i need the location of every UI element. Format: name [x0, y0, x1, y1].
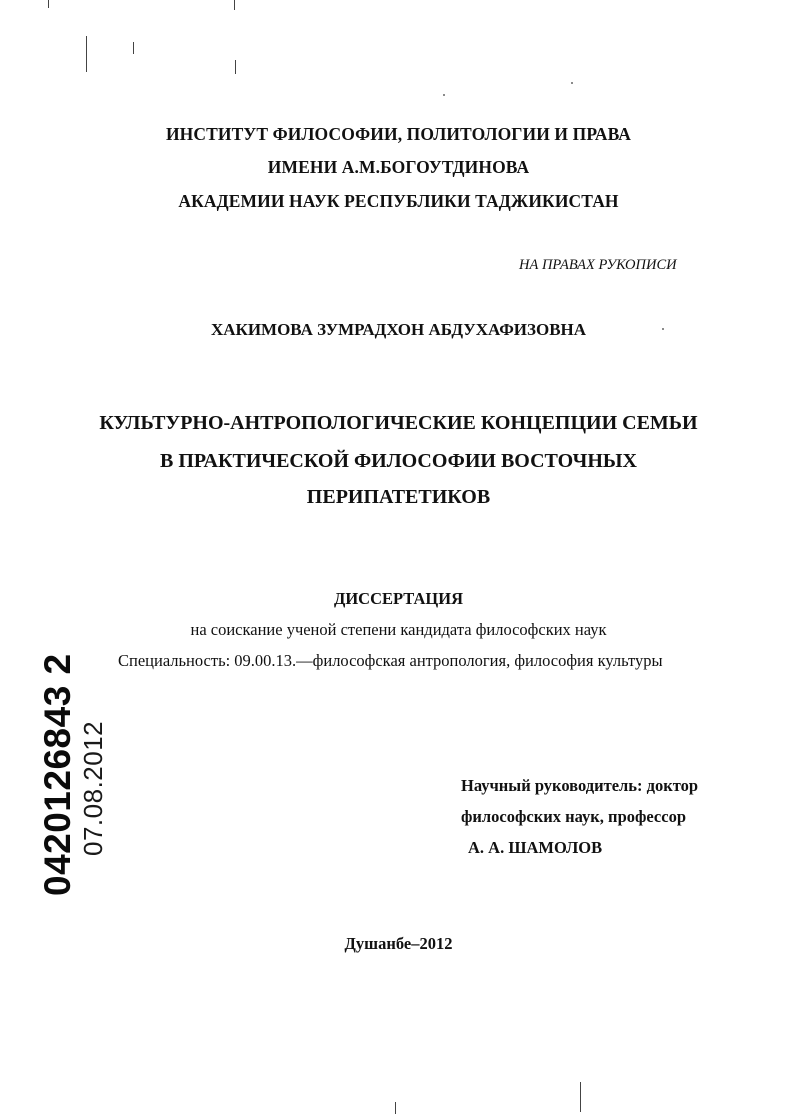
scan-speck [571, 82, 573, 84]
thesis-title-line-3: ПЕРИПАТЕТИКОВ [306, 486, 491, 508]
scan-mark [234, 0, 235, 10]
specialty: Специальность: 09.00.13.—философская антропология, философия культуры [118, 651, 663, 670]
institute-line-3: АКАДЕМИИ НАУК РЕСПУБЛИКИ ТАДЖИКИСТАН [178, 191, 619, 211]
library-stamp-number: 0420126843 2 [37, 653, 78, 896]
thesis-title-line-1: КУЛЬТУРНО-АНТРОПОЛОГИЧЕСКИЕ КОНЦЕПЦИИ СЕМЬИ [99, 412, 698, 434]
dissertation-heading: ДИССЕРТАЦИЯ [334, 589, 463, 608]
scan-mark [133, 42, 134, 54]
supervisor-line-1: Научный руководитель: доктор [461, 776, 699, 795]
scan-speck [443, 94, 445, 96]
scan-mark [48, 0, 49, 8]
supervisor-line-2: философских наук, профессор [461, 807, 687, 826]
city-year: Душанбе–2012 [344, 934, 453, 953]
supervisor-name: А. А. ШАМОЛОВ [468, 838, 603, 857]
institute-line-2: ИМЕНИ А.М.БОГОУТДИНОВА [267, 157, 530, 177]
degree-purpose: на соискание ученой степени кандидата философских наук [190, 620, 607, 639]
manuscript-rights: НА ПРАВАХ РУКОПИСИ [519, 257, 677, 273]
scan-mark [395, 1102, 396, 1114]
thesis-title-line-2: В ПРАКТИЧЕСКОЙ ФИЛОСОФИИ ВОСТОЧНЫХ [160, 450, 637, 472]
scan-mark [235, 60, 236, 74]
library-stamp-date: 07.08.2012 [78, 720, 108, 856]
institute-line-1: ИНСТИТУТ ФИЛОСОФИИ, ПОЛИТОЛОГИИ И ПРАВА [165, 124, 632, 144]
scan-mark [580, 1082, 581, 1112]
library-stamp [38, 653, 108, 896]
scan-mark [86, 36, 87, 72]
author-name: ХАКИМОВА ЗУМРАДХОН АБДУХАФИЗОВНА [210, 320, 587, 339]
